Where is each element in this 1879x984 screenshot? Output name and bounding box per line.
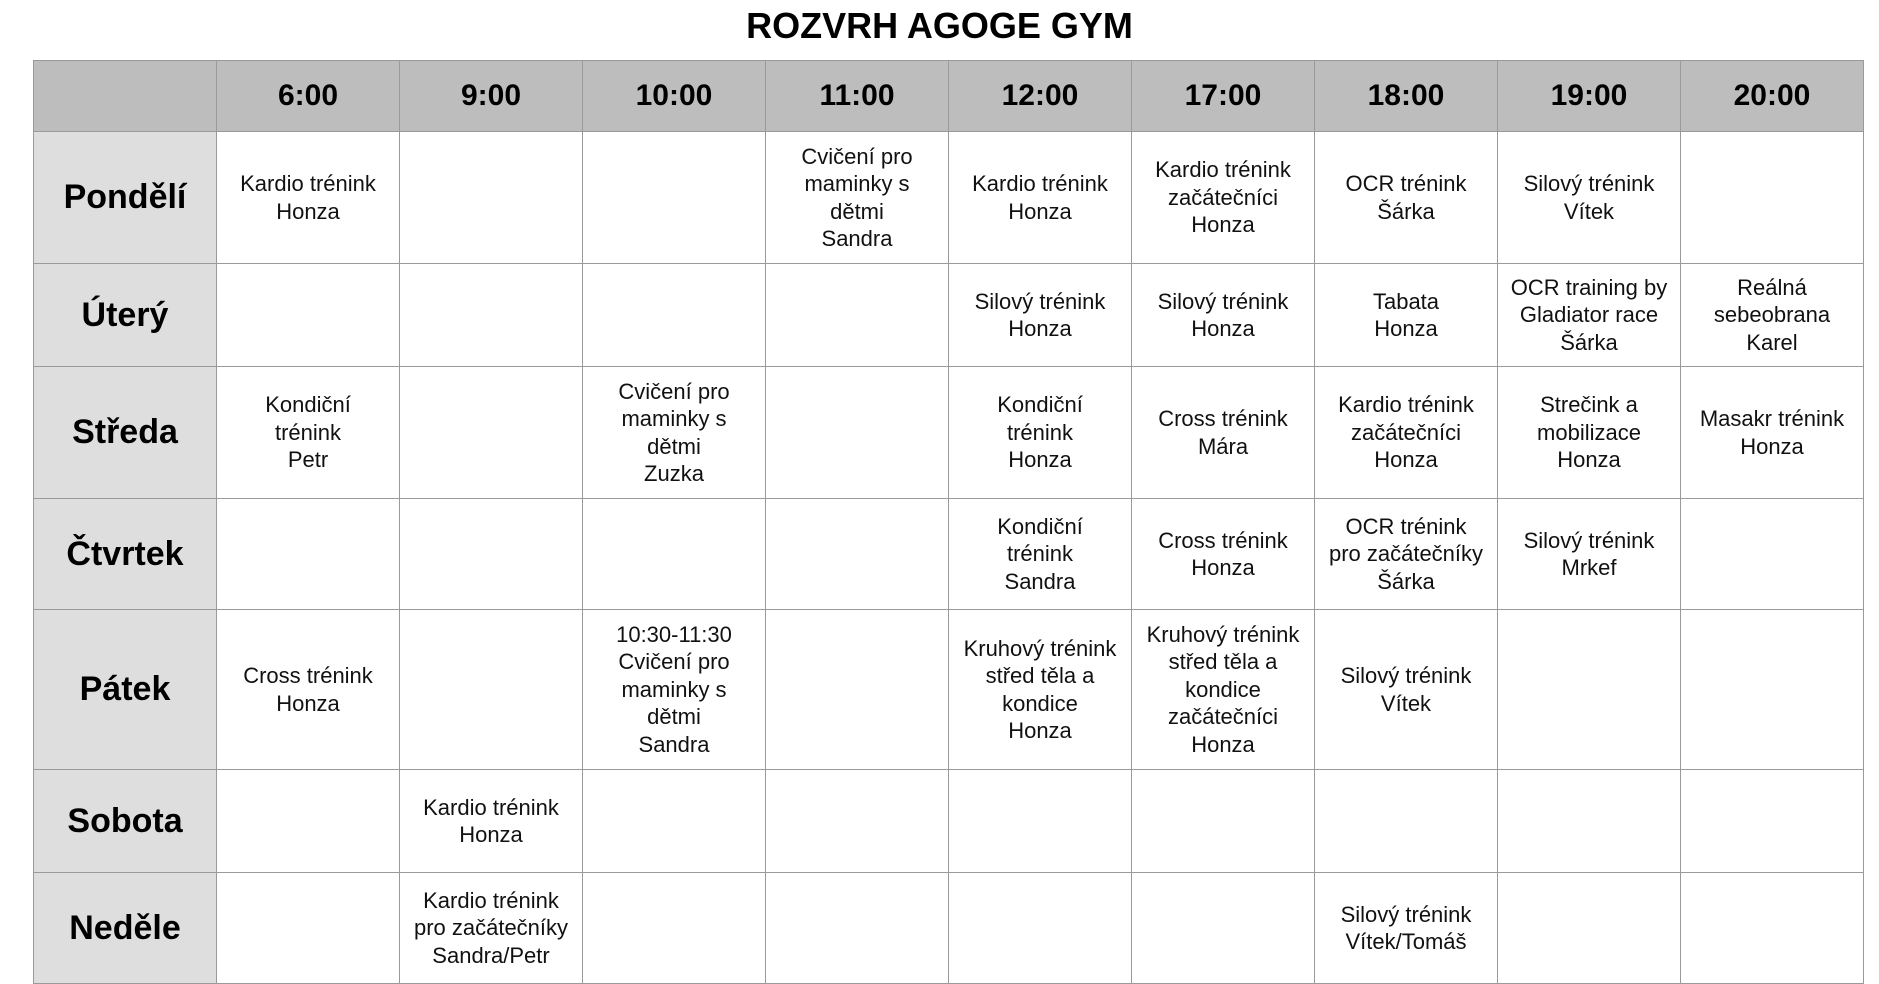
schedule-cell	[1132, 367, 1315, 499]
schedule-cell	[949, 132, 1132, 264]
class-entry: Silový trénink Vítek/Tomáš	[1340, 901, 1472, 954]
schedule-cell	[1132, 132, 1315, 264]
schedule-cell	[583, 873, 766, 984]
class-entry: Cross trénink Honza	[1158, 527, 1288, 580]
schedule-cell	[949, 610, 1132, 770]
time-header: 19:00	[1498, 61, 1681, 132]
class-entry: Cross trénink Mára	[1158, 406, 1288, 459]
class-entry: Kruhový trénink střed těla a kondice začátečníci Honza	[1146, 621, 1300, 757]
class-entry: Kardio trénink pro začátečníky Sandra/Petr	[413, 887, 569, 968]
schedule-cell	[1315, 770, 1498, 873]
schedule-cell	[766, 499, 949, 610]
schedule-cell	[400, 873, 583, 984]
day-label: Pátek	[34, 610, 217, 770]
schedule-cell	[400, 132, 583, 264]
schedule-cell	[1681, 770, 1864, 873]
time-header: 10:00	[583, 61, 766, 132]
class-entry: Silový trénink Honza	[974, 288, 1106, 341]
class-entry: Kardio trénink začátečníci Honza	[1338, 392, 1474, 473]
schedule-cell	[217, 610, 400, 770]
schedule-cell	[1681, 610, 1864, 770]
schedule-cell	[400, 610, 583, 770]
day-label: Čtvrtek	[34, 499, 217, 610]
class-entry: Silový trénink Vítek	[1523, 171, 1655, 224]
schedule-cell	[583, 132, 766, 264]
day-row-patek	[34, 610, 1864, 770]
schedule-cell	[1132, 499, 1315, 610]
time-header: 9:00	[400, 61, 583, 132]
schedule-cell	[1315, 264, 1498, 367]
class-entry: Kardio trénink Honza	[240, 171, 376, 224]
schedule-cell	[1681, 873, 1864, 984]
day-label: Neděle	[34, 873, 217, 984]
time-header: 6:00	[217, 61, 400, 132]
class-entry: Kardio trénink začátečníci Honza	[1155, 157, 1291, 238]
day-row-ctvrtek	[34, 499, 1864, 610]
schedule-cell	[1132, 770, 1315, 873]
schedule-cell	[583, 610, 766, 770]
time-header: 11:00	[766, 61, 949, 132]
schedule-cell	[217, 873, 400, 984]
schedule-cell	[400, 770, 583, 873]
day-row-pondeli	[34, 132, 1864, 264]
schedule-cell	[949, 770, 1132, 873]
schedule-cell	[1315, 367, 1498, 499]
class-entry: Kondiční trénink Honza	[997, 392, 1083, 473]
class-entry: Silový trénink Mrkef	[1523, 527, 1655, 580]
schedule-cell	[1681, 264, 1864, 367]
day-row-utery	[34, 264, 1864, 367]
schedule-cell	[1498, 873, 1681, 984]
class-entry: Kondiční trénink Sandra	[997, 513, 1083, 594]
schedule-cell	[1315, 610, 1498, 770]
schedule-cell	[583, 367, 766, 499]
day-label: Sobota	[34, 770, 217, 873]
schedule-cell	[766, 264, 949, 367]
schedule-cell	[1681, 499, 1864, 610]
class-entry: Kardio trénink Honza	[423, 794, 559, 847]
day-row-nedele	[34, 873, 1864, 984]
page-title: ROZVRH AGOGE GYM	[746, 5, 1133, 46]
class-entry: Kardio trénink Honza	[972, 171, 1108, 224]
class-entry: OCR trénink Šárka	[1345, 171, 1467, 224]
schedule-cell	[1498, 367, 1681, 499]
class-entry: Reálná sebeobrana Karel	[1713, 274, 1831, 355]
schedule-cell	[400, 367, 583, 499]
corner-cell	[34, 61, 217, 132]
schedule-cell	[217, 132, 400, 264]
day-label: Středa	[34, 367, 217, 499]
class-entry: 10:30-11:30 Cvičení pro maminky s dětmi Sandra	[616, 621, 732, 757]
day-row-sobota	[34, 770, 1864, 873]
schedule-cell	[949, 499, 1132, 610]
schedule-cell	[1498, 264, 1681, 367]
schedule-cell	[949, 367, 1132, 499]
schedule-cell	[1681, 367, 1864, 499]
schedule-cell	[766, 610, 949, 770]
class-entry: Cross trénink Honza	[243, 663, 373, 716]
time-header: 12:00	[949, 61, 1132, 132]
schedule-cell	[949, 873, 1132, 984]
schedule-cell	[217, 499, 400, 610]
class-entry: Silový trénink Honza	[1157, 288, 1289, 341]
schedule-cell	[217, 770, 400, 873]
schedule-cell	[1132, 873, 1315, 984]
schedule-cell	[217, 264, 400, 367]
schedule-cell	[766, 132, 949, 264]
schedule-cell	[1315, 873, 1498, 984]
schedule-cell	[400, 264, 583, 367]
schedule-cell	[1315, 132, 1498, 264]
class-entry: OCR training by Gladiator race Šárka	[1510, 274, 1668, 355]
schedule-cell	[1498, 132, 1681, 264]
schedule-cell	[1315, 499, 1498, 610]
time-header: 20:00	[1681, 61, 1864, 132]
time-header: 18:00	[1315, 61, 1498, 132]
schedule-cell	[766, 873, 949, 984]
schedule-cell	[1498, 610, 1681, 770]
schedule-cell	[949, 264, 1132, 367]
class-entry: Cvičení pro maminky s dětmi Zuzka	[618, 378, 730, 486]
class-entry: OCR trénink pro začátečníky Šárka	[1328, 513, 1484, 594]
schedule-cell	[217, 367, 400, 499]
time-header-row	[34, 61, 1864, 132]
class-entry: Kondiční trénink Petr	[265, 392, 351, 473]
schedule-cell	[583, 770, 766, 873]
schedule-cell	[1681, 132, 1864, 264]
schedule-table	[33, 60, 1864, 984]
schedule-cell	[766, 770, 949, 873]
class-entry: Cvičení pro maminky s dětmi Sandra	[801, 143, 913, 251]
schedule-cell	[1498, 499, 1681, 610]
schedule-cell	[766, 367, 949, 499]
day-row-streda	[34, 367, 1864, 499]
class-entry: Silový trénink Vítek	[1340, 663, 1472, 716]
day-label: Úterý	[34, 264, 217, 367]
time-header: 17:00	[1132, 61, 1315, 132]
schedule-cell	[583, 499, 766, 610]
day-label: Pondělí	[34, 132, 217, 264]
schedule-cell	[1132, 264, 1315, 367]
schedule-cell	[1498, 770, 1681, 873]
class-entry: Masakr trénink Honza	[1699, 406, 1845, 459]
class-entry: Kruhový trénink střed těla a kondice Honza	[963, 635, 1117, 743]
schedule-cell	[583, 264, 766, 367]
schedule-cell	[400, 499, 583, 610]
class-entry: Strečink a mobilizace Honza	[1537, 392, 1641, 473]
schedule-cell	[1132, 610, 1315, 770]
class-entry: Tabata Honza	[1372, 288, 1440, 341]
